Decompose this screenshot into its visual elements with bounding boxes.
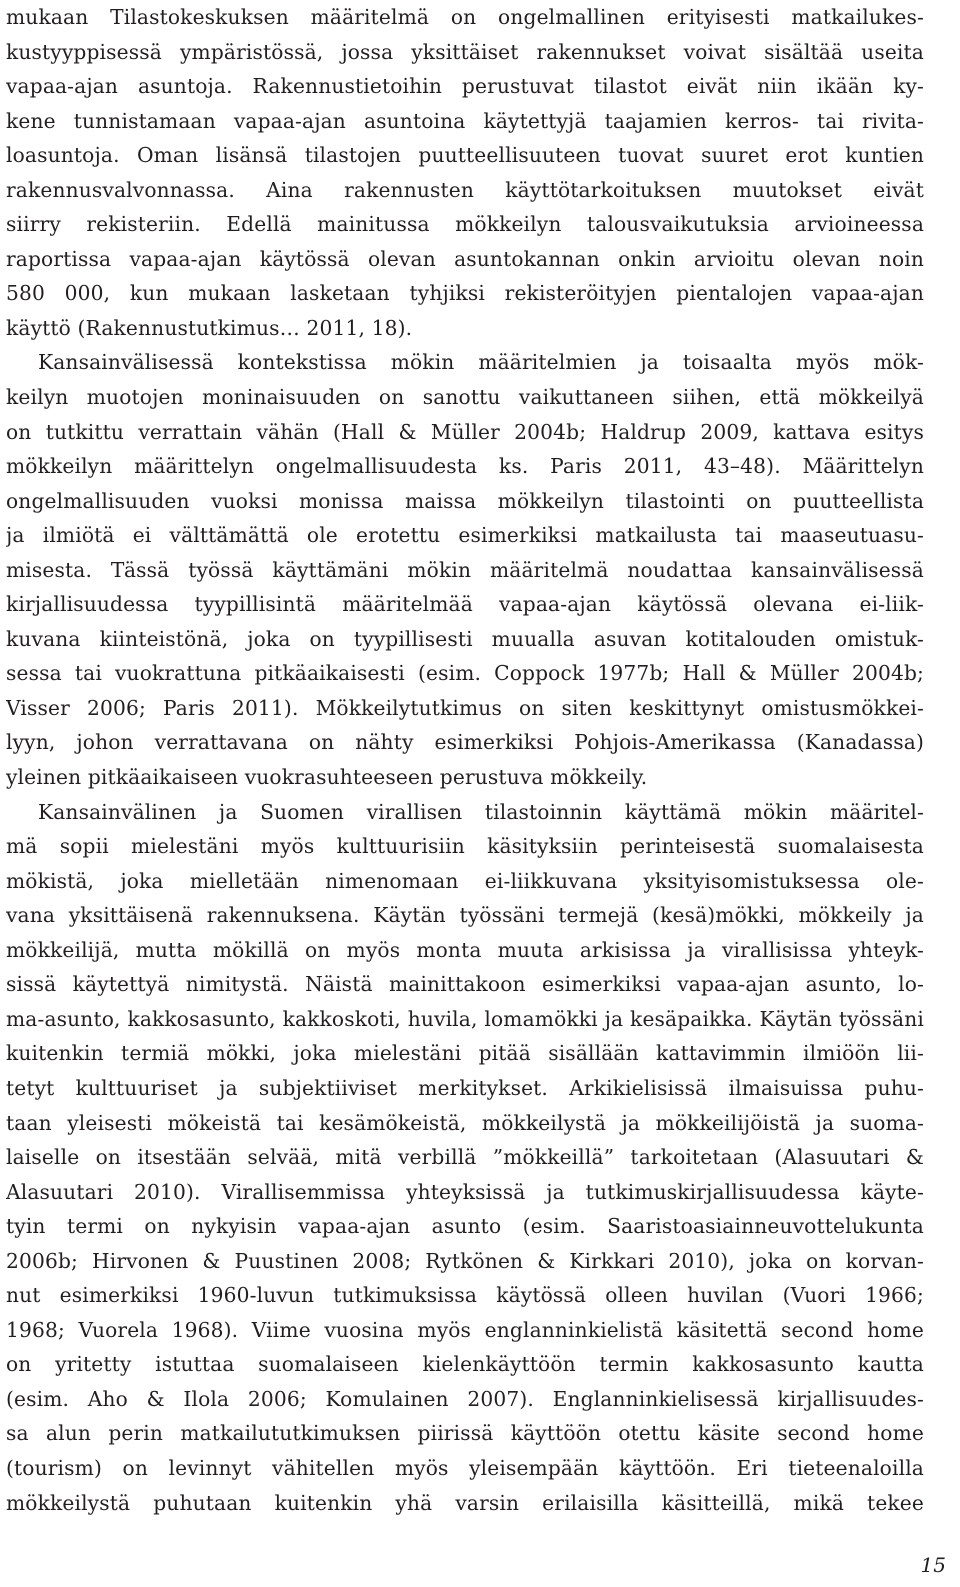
text-line: misesta. Tässä työssä käyttämäni mökin määritelmä noudattaa kansainvälisessä [6, 557, 924, 582]
text-line: käyttö (Rakennustutkimus… 2011, 18). [6, 315, 413, 340]
text-line: mä sopii mielestäni myös kulttuurisiin käsityksiin perinteisestä suomalaisesta [6, 834, 924, 859]
text-line: mökkeilystä puhutaan kuitenkin yhä varsin erilaisilla käsitteillä, mikä tekee [6, 1490, 924, 1515]
text-line: tyin termi on nykyisin vapaa-ajan asunto (esim. Saaristoasiainneuvottelukunta [6, 1214, 924, 1239]
text-line: Kansainvälisessä kontekstissa mökin määritelmien ja toisaalta myös mök- [38, 350, 924, 375]
text-line: vapaa-ajan asuntoja. Rakennustietoihin perustuvat tilastot eivät niin ikään ky- [6, 74, 924, 99]
text-line: mökistä, joka mielletään nimenomaan ei-liikkuvana yksityisomistuksessa ole- [6, 868, 924, 893]
text-line: siirry rekisteriin. Edellä mainitussa mökkeilyn talousvaikutuksia arvioineessa [6, 212, 924, 237]
text-line: kustyyppisessä ympäristössä, jossa yksittäiset rakennukset voivat sisältää useita [6, 39, 924, 64]
text-line: 2006b; Hirvonen & Puustinen 2008; Rytkönen & Kirkkari 2010), joka on korvan- [6, 1248, 924, 1273]
text-line: kuvana kiinteistönä, joka on tyypillisesti muualla asuvan kotitalouden omistuk- [6, 626, 924, 651]
text-line: Kansainvälinen ja Suomen virallisen tilastoinnin käyttämä mökin määritel- [38, 799, 924, 824]
text-line: yleinen pitkäaikaiseen vuokrasuhteeseen perustuva mökkeily. [6, 765, 648, 790]
text-line: lyyn, johon verrattavana on nähty esimerkiksi Pohjois-Amerikassa (Kanadassa) [6, 730, 924, 755]
text-line: mökkeilyn määrittelyn ongelmallisuudesta ks. Paris 2011, 43–48). Määrittelyn [6, 454, 924, 479]
text-line: (tourism) on levinnyt vähitellen myös yleisempään käyttöön. Eri tieteenaloilla [6, 1455, 924, 1480]
body-text [6, 0, 924, 1520]
text-line: Alasuutari 2010). Virallisemmissa yhteyksissä ja tutkimuskirjallisuudessa käyte- [6, 1179, 924, 1204]
text-line: sessa tai vuokrattuna pitkäaikaisesti (esim. Coppock 1977b; Hall & Müller 2004b; [6, 661, 924, 686]
text-line: ja ilmiötä ei välttämättä ole erotettu esimerkiksi matkailusta tai maaseutuasu- [6, 523, 924, 548]
text-line: sissä käytettyä nimitystä. Näistä mainittakoon esimerkiksi vapaa-ajan asunto, lo- [6, 972, 924, 997]
text-line: loasuntoja. Oman lisänsä tilastojen puutteellisuuteen tuovat suuret erot kuntien [6, 143, 924, 168]
text-line: tetyt kulttuuriset ja subjektiiviset merkitykset. Arkikielisissä ilmaisuissa puhu- [6, 1075, 924, 1100]
text-line: (esim. Aho & Ilola 2006; Komulainen 2007). Englanninkielisessä kirjallisuudes- [6, 1386, 924, 1411]
text-line: raportissa vapaa-ajan käytössä olevan asuntokannan onkin arvioitu olevan noin [6, 246, 924, 271]
text-line: ma-asunto, kakkosasunto, kakkoskoti, huvila, lomamökki ja kesäpaikka. Käytän työssäni [6, 1006, 924, 1031]
text-line: rakennusvalvonnassa. Aina rakennusten käyttötarkoituksen muutokset eivät [6, 177, 924, 202]
page-number: 15 [920, 1553, 946, 1577]
text-line: mökkeilijä, mutta mökillä on myös monta muuta arkisissa ja virallisissa yhteyk- [6, 937, 924, 962]
text-line: sa alun perin matkailututkimuksen piirissä käyttöön otettu käsite second home [6, 1421, 924, 1446]
text-line: Visser 2006; Paris 2011). Mökkeilytutkimus on siten keskittynyt omistusmökkei- [6, 695, 924, 720]
text-line: kuitenkin termiä mökki, joka mielestäni pitää sisällään kattavimmin ilmiöön lii- [6, 1041, 924, 1066]
text-line: nut esimerkiksi 1960-luvun tutkimuksissa käytössä olleen huvilan (Vuori 1966; [6, 1283, 924, 1308]
text-line: 1968; Vuorela 1968). Viime vuosina myös englanninkielistä käsitettä second home [6, 1317, 924, 1342]
text-line: kirjallisuudessa tyypillisintä määritelmää vapaa-ajan käytössä olevana ei-liik- [6, 592, 924, 617]
text-line: on yritetty istuttaa suomalaiseen kielenkäyttöön termin kakkosasunto kautta [6, 1352, 924, 1377]
text-line: kene tunnistamaan vapaa-ajan asuntoina käytettyjä taajamien kerros- tai rivita- [6, 108, 924, 133]
text-line: 580 000, kun mukaan lasketaan tyhjiksi rekisteröityjen pientalojen vapaa-ajan [6, 281, 924, 306]
text-line: laiselle on itsestään selvää, mitä verbillä ”mökkeillä” tarkoitetaan (Alasuutari & [6, 1145, 924, 1170]
text-line: ongelmallisuuden vuoksi monissa maissa mökkeilyn tilastointi on puutteellista [6, 488, 924, 513]
text-line: taan yleisesti mökeistä tai kesämökeistä, mökkeilystä ja mökkeilijöistä ja suoma- [6, 1110, 924, 1135]
text-line: keilyn muotojen moninaisuuden on sanottu vaikuttaneen siihen, että mökkeilyä [6, 385, 924, 410]
text-line: on tutkittu verrattain vähän (Hall & Müller 2004b; Haldrup 2009, kattava esitys [6, 419, 924, 444]
text-line: vana yksittäisenä rakennuksena. Käytän työssäni termejä (kesä)mökki, mökkeily ja [6, 903, 924, 928]
text-line: mukaan Tilastokeskuksen määritelmä on ongelmallinen erityisesti matkailukes- [6, 5, 924, 29]
